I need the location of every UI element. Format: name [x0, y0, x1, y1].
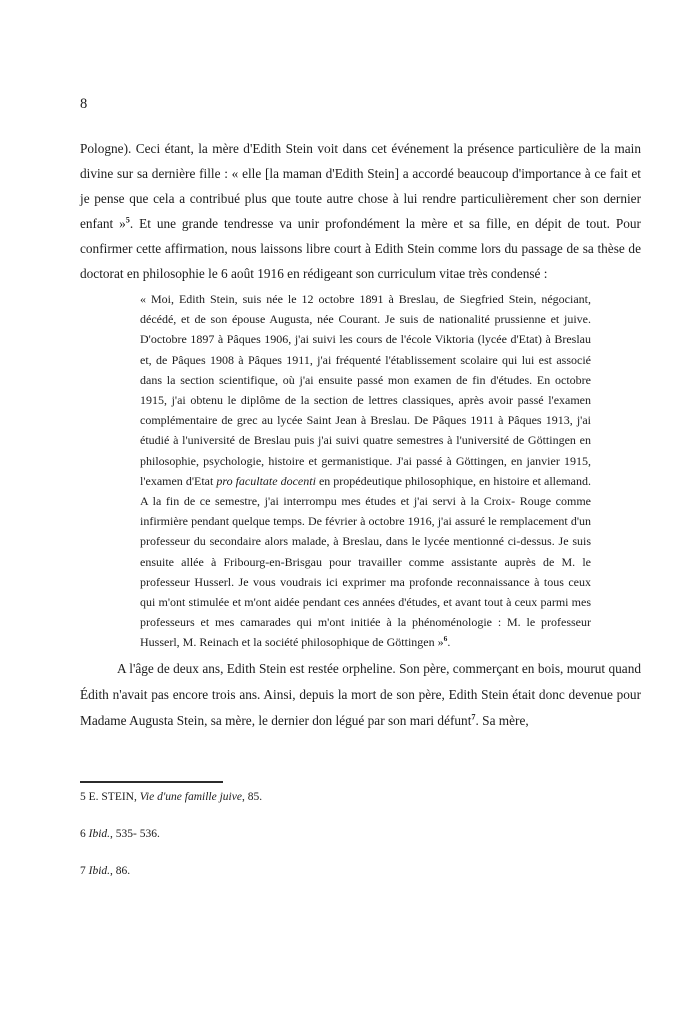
footnote-separator	[80, 781, 223, 783]
page-number: 8	[80, 96, 88, 112]
paragraph-2: A l'âge de deux ans, Edith Stein est restée orpheline. Son père, commerçant en bois, mourut quand Édith n'avait pas encore trois ans. Ainsi, depuis la mort de son père, Edith Stein était donc devenue pour Madame Augusta Stein, sa mère, le dernier don légué par son mari défunt$^7$. Sa mère,	[80, 660, 641, 729]
footnotes-section	[80, 781, 640, 901]
footnote-5: 5 E. STEIN, Vie d'une famille juive, 85.	[80, 791, 263, 803]
footnote-6: 6 Ibid., 535- 536.	[80, 828, 160, 840]
footnote-7: 7 Ibid., 86.	[80, 865, 131, 877]
page-content	[80, 136, 641, 735]
paragraph-1: Pologne). Ceci étant, la mère d'Edith Stein voit dans cet événement la présence particulière de la main divine sur sa dernière fille : « elle [la maman d'Edith Stein] a accordé beaucoup d'importance à ce fait et je pense que cela a contribué plus que toute autre chose à lui rendre particulièrement cher son dernier enfant »$^5$. Et une grande tendresse va unir profondément la mère et sa fille, en dépit de tout. Pour confirmer cette affirmation, nous laissons libre court à Edith Stein comme lors du passage de sa thèse de doctorat en philosophie le 6 août 1916 en rédigeant son curriculum vitae très condensé :	[80, 141, 641, 281]
block-quote-curriculum-vitae: « Moi, Edith Stein, suis née le 12 octobre 1891 à Breslau, de Siegfried Stein, négociant, décédé, et de son épouse Augusta, née Courant. Je suis de nationalité prussienne et juive. D'octobre 1897 à Pâques 1906, j'ai suivi les cours de l'école Viktoria (lycée d'Etat) à Breslau et, de Pâques 1908 à Pâques 1911, j'ai fréquenté l'établissement scolaire qui lui est associé dans la section scientifique, où j'ai ensuite passé mon examen de fin d'études. En octobre 1915, j'ai obtenu le diplôme de la section de lettres classiques, après avoir passé l'examen complémentaire de grec au lycée Saint Jean à Breslau. De Pâques 1911 à Pâques 1913, j'ai étudié à l'université de Breslau puis j'ai suivi quatre semestres à l'université de Göttingen en philosophie, psychologie, histoire et germanistique. J'ai passé à Göttingen, en janvier 1915, l'examen d'Etat pro facultate docenti en propédeutique philosophique, en histoire et allemand. A la fin de ce semestre, j'ai interrompu mes études et j'ai servi à la Croix- Rouge comme infirmière pendant quelque temps. De février à octobre 1916, j'ai assuré le remplacement d'un professeur du secondaire alors malade, à Breslau, dans le lycée mentionné ci-dessus. Je suis ensuite allée à Fribourg-en-Brisgau pour travailler comme assistante auprès de M. le professeur Husserl. Je vous voudrais ici exprimer ma profonde reconnaissance à tous ceux qui m'ont stimulée et m'ont aidée pendant ces années d'études, et avant tout à ceux parmi mes professeurs et mes camarades qui m'ont initiée à la phénoménologie : M. le professeur Husserl, M. Reinach et la société philosophique de Göttingen »$^6$.	[140, 292, 591, 650]
